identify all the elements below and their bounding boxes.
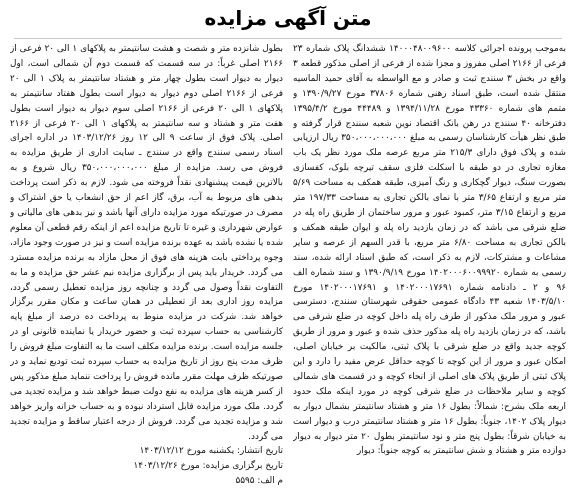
left-column [10,42,283,495]
notice-body [10,42,566,495]
right-column [293,42,566,495]
reference-number: م الف: ۵۵۹۵ [235,476,283,487]
title-divider [14,38,562,39]
left-column-text: بطول شانزده متر و شصت و هشت سانتیمتر به پلاکهای ۱ الی ۲۰ فرعی از ۲۱۶۶ اصلی غرباً: در سه قسمت که قسمت دوم آن شمالی است، اول دیوار به دیوار است بطول چهار متر و هشتاد سانتیمتر به پلاک ۱ الی ۲۰ فرعی از ۲۱۶۶ اصلی دوم دیوار به دیوار است بطول هفتاد سانتیمتر به پلاکهای ۱ الی ۲۰ فرعی از ۲۱۶۶ اصلی سوم دیوار به دیوار است بطول هفت متر و هشتاد و سه سانتیمتر به پلاکهای ۱ الی ۲۰ فرعی از ۲۱۶۶ اصلی. پلاک فوق از ساعت ۹ الی ۱۲ روز ۱۴۰۳/۱۲/۲۶ در اداره اجرای اسناد رسمی سنندج واقع در سنندج ـ سایت اداری از طریق مزایده به فروش می رسد. مزایده از مبلغ ۳۵۰،۰۰۰،۰۰۰،۰۰۰ ریال شروع و به بالاترین قیمت پیشنهادی نقداً فروخته می شود. لازم به ذکر است پرداخت بدهی های مربوط به آب، برق، گاز اعم از حق انشعاب یا حق اشتراک و مصرف در صورتیکه مورد مزایده دارای آنها باشد و نیز بدهی های مالیاتی و عوارض شهرداری و غیره تا تاریخ مزایده اعم از اینکه رقم قطعی آن معلوم شده یا نشده باشد به عهده برنده مزایده است و نیز در صورت وجود مازاد، وجوه پرداختی بابت هزینه های فوق از محل مازاد به برنده مزایده مسترد می گردد. خریدار باید پس از برگزاری مزایده نیم عشر حق مزایده و ما به التفاوت نقداً وصول می گردد و چنانچه روز مزایده تعطیل رسمی گردد، مزایده روز اداری بعد از تعطیلی در همان ساعت و مکان مقرر برگزار خواهد شد. شرکت در مزایده منوط به پرداخت ده درصد از مبلغ پایه کارشناسی به حساب سپرده ثبت و حضور خریدار یا نماینده قانونی او در جلسه مزایده است. برنده مزایده مکلف است ما به التفاوت مبلغ فروش را ظرف مدت پنج روز از تاریخ مزایده به حساب سپرده ثبت تودیع نماید و در صورتیکه ظرف مهلت مقرر مانده فروش را پرداخت ننماید مبلغ مذکور پس از کسر هزینه های مزایده به نفع دولت ضبط خواهد شد و مزایده تجدید می گردد. ملک مورد مزایده قابل استرداد نبوده و به حساب خزانه واریز خواهد شد و مزایده تجدید می گردد. فروش از درجه اعتبار ساقط و مزایده تجدید می گردد. [10,44,283,442]
auction-date: تاریخ برگزاری مزایده: مورخ ۱۴۰۳/۱۲/۲۶ [133,461,283,472]
notice-title: متن آگهی مزایده [204,6,372,30]
right-column-text: به‌موجب پرونده اجرائی کلاسه ۱۴۰۰۰۴۸۰۰۹۶۰۰ ششدانگ پلاک شماره ۲۳ فرعی از ۲۱۶۶ اصلی مفروز و مجزا شده از فرعی از اصلی مذکور قطعه ۳ واقع در بخش ۳ سنندج ثبت و صادر و مع الواسطه به آقای حمید الماسیه منتقل شده است، طبق اسناد رهنی شماره ۳۷۸۰۶ مورخ ۱۳۹۰/۹/۲۷ و متمم های شماره ۴۳۳۶۰ مورخ ۱۳۹۴/۱۱/۲۸ و ۴۴۴۸۹ مورخ ۱۳۹۵/۴/۲ دفترخانه ۴۰ سنندج در رهن بانک اقتصاد نوین شعبه سنندج قرار گرفته و طبق نظر هیأت کارشناسان رسمی به مبلغ ۳۵۰،۰۰۰،۰۰۰،۰۰۰ ریال ارزیابی شده و پلاک فوق دارای ۲۱۵/۳ متر مربع عرصه ملک مورد نظر یک باب مغازه تجاری در دو طبقه با اسکلت فلزی سقف تیرچه بلوک، کفسازی بصورت سنگ، دیوار گچکاری و رنگ آمیزی، طبقه همکف به مساحت ۵/۶۹ متر مربع و ارتفاع ۳/۶۵ متر با نمای بالکن تجاری به مساحت ۱۹۷/۳۳ متر مربع و ارتفاع ۳/۱۵ متر، کمبود عبور و مرور ساختمان از طریق راه پله در ضلع شرقی می باشد که در زمان بازدید راه پله و ایوان طبقه همکف و بالکن تجاری به مساحت ۶/۸۰ متر مربع، با قدر السهم از عرصه و سایر مشاعات و مشترکات، لازم به ذکر است، که طبق اسناد ارائه شده، سند رسمی به شماره ۱۴۰۲۰۰۰۶۰۰۹۹۹۲۰ مورخ ۱۳۹۰/۹/۱۹ و سند شماره الف ۹۶ و ۲ ـ دادنامه شماره ۱۴۰۲۰۰۰۱۷۶۹۱ و ۱۴۰۲۰۰۰۱۷۶۹۱ مورخ ۱۴۰۳/۵/۱۰ شعبه ۴۳ دادگاه عمومی حقوقی شهرستان سنندج، دسترسی عبور و مرور ملک مذکور از طرف راه پله داخل کوچه در ضلع شرقی می باشد، که در زمان بازدید راه پله مذکور حذف شده و عبور و مرور از طریق کوچه جدید واقع در ضلع شرقی با پلاک ثبتی، مالکیت بر خیابان اصلی، امکان عبور و مرور از این کوچه تا کوچه حداقل عرض مفید را دارد و این پلاک ثبتی از طریق پلاک های اصلی از انحاء کوچه و در قسمت های شمالی کوچه و سایر ملاحظات در ضلع شرقی کوچه در مورد اینکه ملک حدود اربعه ملک بشرح: شمالاً: بطول ۱۶ متر و هشتاد سانتیمتر بشمال دیوار به دیوار پلاک ۱۴۰۲، جنوباً: بطول ۱۶ متر و هشتاد سانتیمتر درب و دیوار است به خیابان شرقاً: بطول پنج متر و نود سانتیمتر بطول ۲۰ متر دیوار به دیوار دوازده متر و هشتاد و شش سانتیمتر به کوچه جنوباً: دیوار [293,44,566,457]
title-bar [0,0,576,36]
publish-date: تاریخ انتشار: یکشنبه مورخ ۱۴۰۳/۱۲/۱۲ [139,446,283,457]
